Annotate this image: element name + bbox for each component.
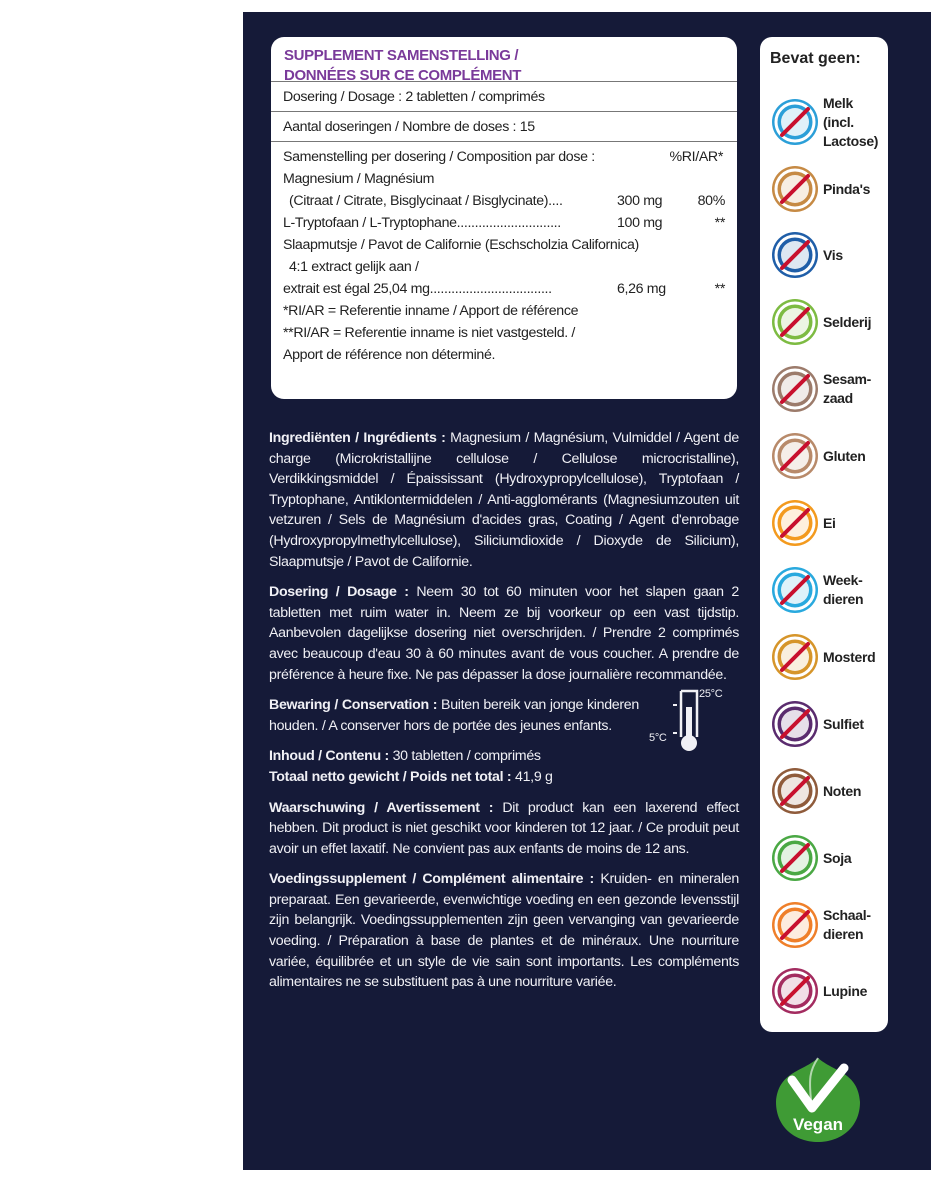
poppy-row xyxy=(283,278,725,300)
allergen-item xyxy=(760,426,888,486)
allergen-name: Pinda's xyxy=(823,180,871,197)
weight-label: Totaal netto gewicht / Poids net total : xyxy=(269,768,512,785)
allergen-item xyxy=(760,159,888,219)
facts-dosage-row: Dosering / Dosage : 2 tabletten / comprimés xyxy=(271,81,737,111)
dosage-label: Dosering / Dosage : xyxy=(269,584,409,601)
tryptophan-name: L-Tryptofaan / L-Tryptophane............................. xyxy=(283,215,561,231)
vegan-badge xyxy=(772,1050,864,1146)
allergen-item xyxy=(760,627,888,687)
sulphite-icon xyxy=(772,701,818,747)
weight-value: 41,9 g xyxy=(515,768,553,785)
allergen-item xyxy=(760,961,888,1021)
warning-paragraph xyxy=(269,798,739,860)
peanut-icon xyxy=(772,166,818,212)
temp-min-label: 5°C xyxy=(649,732,667,745)
allergen-item xyxy=(760,92,888,152)
egg-icon xyxy=(772,500,818,546)
facts-note-2: **RI/AR = Referentie inname is niet vastgesteld. / xyxy=(283,325,576,341)
facts-title xyxy=(271,37,737,84)
lupin-icon xyxy=(772,968,818,1014)
allergen-item xyxy=(760,761,888,821)
content-text: 30 tabletten / comprimés xyxy=(392,748,541,765)
gluten-icon xyxy=(772,433,818,479)
tryptophan-row xyxy=(283,212,725,234)
allergen-name: Mosterd xyxy=(823,648,876,665)
allergen-name: Melk (incl. Lactose) xyxy=(823,94,879,149)
supplement-text: Kruiden- en mineralen preparaat. Een gevarieerde, evenwichtige voeding en een gezonde levensstijl zijn belangrijk. Voedingssupplementen zijn geen vervanging van gevarieerde voeding. / Préparation à base de plantes et de minéraux. Une nourriture variée, équilibrée et un style de vie sain sont importants. Les compléments alimentaires ne se substituent pas à une nourriture variée. xyxy=(269,871,739,991)
allergen-item xyxy=(760,694,888,754)
nuts-icon xyxy=(772,768,818,814)
magnesium-amount: 300 mg xyxy=(617,193,663,209)
tryptophan-amount: 100 mg xyxy=(617,215,663,231)
magnesium-name: Magnesium / Magnésium xyxy=(283,171,435,187)
dosage-paragraph xyxy=(269,582,739,685)
storage-label: Bewaring / Conservation : xyxy=(269,697,438,714)
storage-paragraph xyxy=(269,688,739,745)
dosage-text: Neem 30 tot 60 minuten voor het slapen gaan 2 tabletten met ruim water in. Neem ze bij voorkeur op een vast tijdstip. Aanbevolen dagelijkse dosering niet overschrijden. / Prendre 2 comprimés avec beaucoup d'eau 30 à 60 minutes avant de vous coucher. A prendre de préférence à heure fixe. Ne pas dépasser la dose journalière recommandée. xyxy=(269,584,739,683)
allergen-name: Schaal- dieren xyxy=(823,907,871,942)
warning-text: Dit product kan een laxerend effect hebben. Dit product is niet geschikt voor kinderen tot 12 jaar. / Ce produit peut avoir un effet laxatif. Ne convient pas aux enfants de moins de 12 ans. xyxy=(269,799,739,857)
supplement-paragraph xyxy=(269,869,739,993)
allergen-name: Selderij xyxy=(823,313,872,330)
allergen-name: Gluten xyxy=(823,447,866,464)
fish-icon xyxy=(772,232,818,278)
poppy-amount: 6,26 mg xyxy=(617,281,666,297)
composition-header-ri: %RI/AR* xyxy=(669,149,723,165)
content-label: Inhoud / Contenu : xyxy=(269,748,389,765)
poppy-name: Slaapmutsje / Pavot de Californie (Eschscholzia Californica) xyxy=(283,237,639,253)
allergen-name: Vis xyxy=(823,246,843,263)
supplement-label: Voedingssupplement / Complément alimentaire : xyxy=(269,871,594,888)
allergen-item xyxy=(760,493,888,553)
facts-note-3: Apport de référence non déterminé. xyxy=(283,347,496,363)
allergen-name: Sulfiet xyxy=(823,715,864,732)
milk-icon xyxy=(772,99,818,145)
composition-header xyxy=(283,146,725,168)
soy-icon xyxy=(772,835,818,881)
allergen-item xyxy=(760,895,888,955)
allergen-item xyxy=(760,225,888,285)
facts-doses-row: Aantal doseringen / Nombre de doses : 15 xyxy=(271,111,737,141)
label-text-column xyxy=(269,428,739,1003)
allergen-name: Noten xyxy=(823,782,862,799)
allergen-panel-title: Bevat geen: xyxy=(770,50,861,67)
allergen-name: Week- dieren xyxy=(823,572,864,607)
allergen-item xyxy=(760,359,888,419)
ingredients-label: Ingrediënten / Ingrédients : xyxy=(269,430,446,446)
poppy-ri: ** xyxy=(714,281,725,297)
allergen-name: Soja xyxy=(823,849,852,866)
magnesium-ri: 80% xyxy=(697,193,725,209)
mustard-icon xyxy=(772,634,818,680)
sesame-icon xyxy=(772,366,818,412)
warning-label: Waarschuwing / Avertissement : xyxy=(269,799,494,816)
ingredients-paragraph xyxy=(269,428,739,572)
allergen-free-panel xyxy=(760,37,888,1032)
ingredients-text: Magnesium / Magnésium, Vulmiddel / Agent de charge (Microkristallijne cellulose / Cellulose microcristalline), Verdikkingsmiddel / Épaississant (Hydroxypropylcellulose), Tryptofaan / Tryptophane, Antiklontermiddelen / Anti-agglomérants (Magnesiumzouten uit vetzuren / Sels de Magnésium d'acides gras, Coating / Agent d'enrobage (Hydroxypropylmethylcellulose), Siliciumdioxide / Dioxyde de Silicium), Slaapmutsje / Pavot de Californie. xyxy=(269,430,739,570)
facts-title-line-1: SUPPLEMENT SAMENSTELLING / xyxy=(284,47,519,64)
magnesium-detail: (Citraat / Citrate, Bisglycinaat / Bisglycinate).... xyxy=(289,193,563,209)
allergen-item xyxy=(760,560,888,620)
facts-title-line-2: DONNÉES SUR CE COMPLÉMENT xyxy=(284,67,522,84)
composition-header-label: Samenstelling per dosering / Composition par dose : xyxy=(283,149,595,165)
facts-note-1: *RI/AR = Referentie inname / Apport de référence xyxy=(283,303,579,319)
allergen-name: Sesam- zaad xyxy=(823,371,872,406)
allergen-name: Lupine xyxy=(823,982,868,999)
vegan-label: Vegan xyxy=(792,1115,844,1134)
mollusc-icon xyxy=(772,567,818,613)
supplement-facts-box xyxy=(271,37,737,399)
facts-composition xyxy=(271,141,737,366)
tryptophan-ri: ** xyxy=(714,215,725,231)
temp-max-label: 25°C xyxy=(699,688,723,701)
allergen-item xyxy=(760,292,888,352)
poppy-line-3: extrait est égal 25,04 mg.................................. xyxy=(283,281,552,297)
magnesium-row xyxy=(283,190,725,212)
celery-icon xyxy=(772,299,818,345)
poppy-line-2: 4:1 extract gelijk aan / xyxy=(289,259,419,275)
thermometer-icon xyxy=(649,687,729,757)
crustacean-icon xyxy=(772,902,818,948)
allergen-name: Ei xyxy=(823,514,836,531)
storage-text: Buiten bereik van jonge kinderen houden. / A conserver hors de portée des jeunes enfants. xyxy=(269,697,639,734)
allergen-item xyxy=(760,828,888,888)
